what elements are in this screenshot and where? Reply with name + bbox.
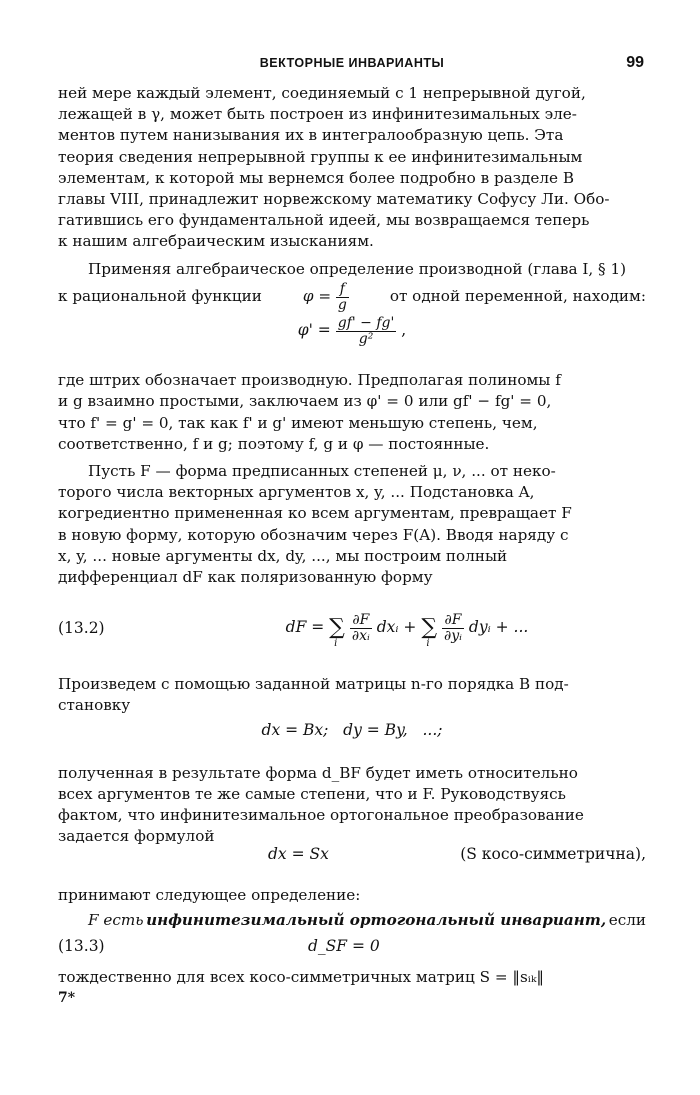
paragraph-constants xyxy=(58,370,646,455)
paragraph-derivative xyxy=(58,259,646,313)
definition-before: F есть xyxy=(88,910,144,929)
equation-number: (13.2) xyxy=(58,619,105,638)
text-line: гатившись его фундаментальной идеей, мы возвращаемся теперь xyxy=(58,211,590,230)
equation-body xyxy=(168,612,646,650)
formula-bx: dx = Bx; dy = By, ...; xyxy=(261,720,443,739)
formula-phi-prime xyxy=(58,316,646,366)
text-line: Произведем с помощью заданной матрицы n-го порядка B под- xyxy=(58,675,569,694)
formula-sx: dx = Sx xyxy=(268,845,329,864)
numerator: ∂F xyxy=(442,613,464,629)
numerator: gf' − fg' xyxy=(337,315,395,332)
text-line: ментов путем нанизывания их в интегралообразную цепь. Эта xyxy=(58,126,564,145)
term-tail: dyᵢ + ... xyxy=(468,618,529,637)
text-line: соответственно, f и g; поэтому f, g и φ — постоянные. xyxy=(58,434,490,453)
fraction xyxy=(336,282,349,312)
text-line: задается формулой xyxy=(58,827,215,846)
running-title: ВЕКТОРНЫЕ ИНВАРИАНТЫ xyxy=(259,56,445,70)
text-line: дифференциал dF как поляризованную форму xyxy=(58,568,433,587)
sum-index: i xyxy=(426,638,430,650)
numerator: ∂F xyxy=(350,613,372,629)
paragraph-form xyxy=(58,461,646,588)
text-fragment: к рациональной функции xyxy=(58,287,262,306)
paragraph-lie-theory xyxy=(58,83,646,253)
signature-mark: 7* xyxy=(58,989,76,1006)
term-tail: dxᵢ + xyxy=(376,618,417,637)
text-line: когредиентно примененная ко всем аргументам, превращает F xyxy=(58,504,572,523)
sum-symbol: ∑ i xyxy=(421,615,438,650)
formula-sx-note: (S косо-симметрична), xyxy=(460,845,646,864)
text-line: торого числа векторных аргументов x, y, ... Подстановка A, xyxy=(58,483,535,502)
text-line: ней мере каждый элемент, соединяемый с 1 непрерывной дугой, xyxy=(58,84,586,102)
partial-fraction xyxy=(442,613,464,643)
text-line: и g взаимно простыми, заключаем из φ' = 0 или gf' − fg' = 0, xyxy=(58,392,552,411)
text-line: становку xyxy=(58,696,131,715)
formula-sx-row xyxy=(58,845,646,885)
equation-number: (13.3) xyxy=(58,936,105,955)
phi-symbol: φ = xyxy=(302,287,332,306)
text-line: что f' = g' = 0, так как f' и g' имеют меньшую степень, чем, xyxy=(58,413,538,432)
equation-body: d_SF = 0 xyxy=(308,936,380,955)
text-line: теория сведения непрерывной группы к ее инфинитезимальным xyxy=(58,147,583,166)
formula-lhs: φ' = xyxy=(297,321,331,340)
page-header xyxy=(58,52,646,80)
text-line: тождественно для всех косо-симметричных матриц S = ‖sᵢₖ‖ xyxy=(58,967,544,986)
equation-13-3 xyxy=(58,929,646,963)
denominator: ∂xᵢ xyxy=(351,627,370,644)
denominator: ∂yᵢ xyxy=(444,627,462,644)
text-line: фактом, что инфинитезимальное ортогональное преобразование xyxy=(58,806,584,825)
fraction xyxy=(336,316,397,346)
text-line: Применяя алгебраическое определение производной (глава I, § 1) xyxy=(88,259,627,278)
text-fragment: от одной переменной, находим: xyxy=(389,287,646,306)
sum-symbol: ∑ i xyxy=(329,615,345,650)
denominator: g² xyxy=(358,330,374,347)
partial-fraction xyxy=(350,613,372,643)
text-line: Пусть F — форма предписанных степеней μ, ν, ... от неко- xyxy=(88,462,556,481)
text-line: в новую форму, которую обозначим через F(A). Вводя наряду с xyxy=(58,525,569,544)
text-line: к нашим алгебраическим изысканиям. xyxy=(58,232,374,251)
inline-fraction xyxy=(303,282,349,312)
paragraph-dbf xyxy=(58,763,646,848)
text-line: всех аргументов те же самые степени, что и F. Руководствуясь xyxy=(58,784,566,803)
paragraph-substitution xyxy=(58,674,646,716)
definition-term: инфинитезимальный ортогональный инвариант, xyxy=(146,910,607,929)
equation-lhs: dF = xyxy=(285,618,325,637)
text-line: лежащей в γ, может быть построен из инфинитезимальных эле- xyxy=(58,105,577,124)
numerator: f xyxy=(336,282,349,298)
equation-13-2 xyxy=(58,596,646,660)
formula-tail: , xyxy=(401,321,407,340)
book-page xyxy=(58,52,646,1006)
definition-after: если xyxy=(608,910,646,929)
text-line: элементам, к которой мы вернемся более подробно в разделе В xyxy=(58,168,574,187)
sum-index: i xyxy=(334,638,338,650)
text-line-function xyxy=(58,282,646,312)
text-line: принимают следующее определение: xyxy=(58,886,361,905)
denominator: g xyxy=(337,296,347,313)
definition-line xyxy=(58,911,646,929)
text-line: главы VIII, принадлежит норвежскому математику Софусу Ли. Обо- xyxy=(58,190,610,209)
text-line: где штрих обозначает производную. Предполагая полиномы f xyxy=(58,371,561,390)
text-line: x, y, ... новые аргументы dx, dy, ..., мы построим полный xyxy=(58,546,508,565)
text-line: полученная в результате форма d_BF будет иметь относительно xyxy=(58,763,578,782)
page-number: 99 xyxy=(626,54,644,71)
